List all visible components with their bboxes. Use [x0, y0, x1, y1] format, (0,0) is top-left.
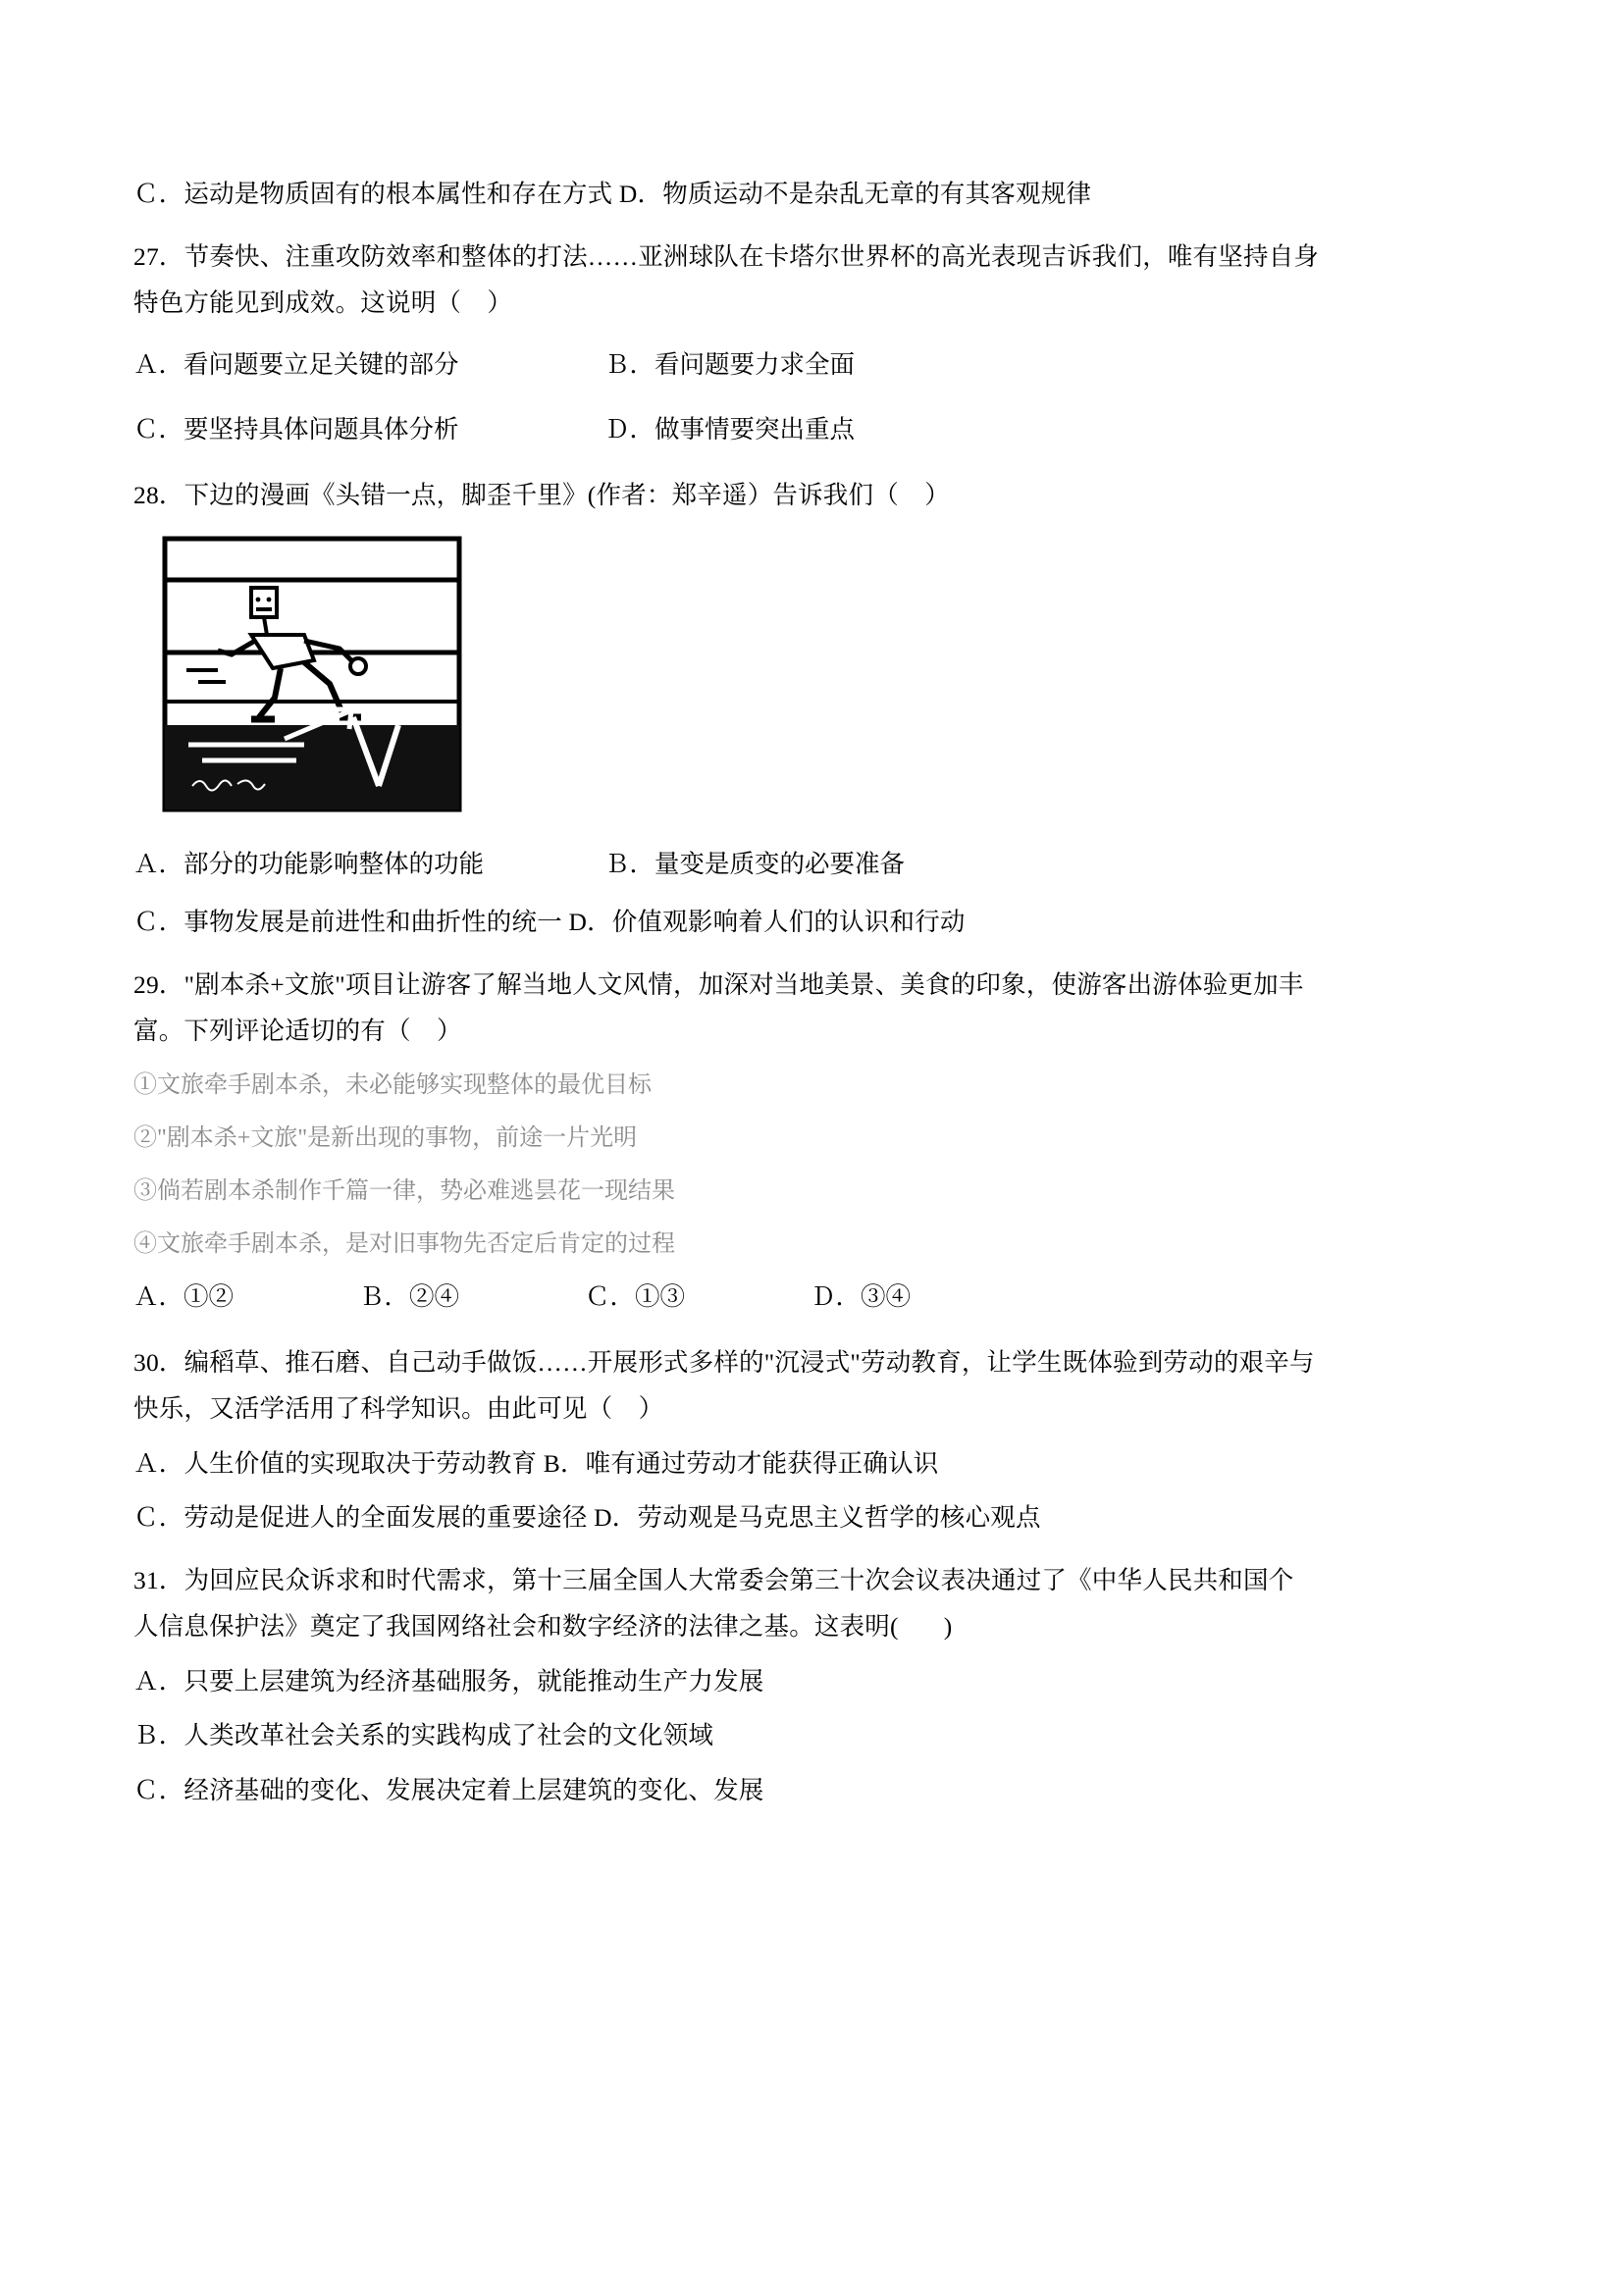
question-27-options-row-2: [133, 410, 1497, 445]
question-31-stem-line-1: 31．为回应民众诉求和时代需求，第十三届全国人大常委会第三十次会议表决通过了《中华人民共和国个: [133, 1565, 1294, 1594]
question-27-option-c[interactable]: Ｃ．要坚持具体问题具体分析: [133, 414, 459, 444]
question-31-option-b[interactable]: Ｂ．人类改革社会关系的实践构成了社会的文化领域: [133, 1721, 714, 1749]
question-30-option-ab[interactable]: Ａ．人生价值的实现取决于劳动教育 B．唯有通过劳动才能获得正确认识: [133, 1448, 939, 1478]
question-30-stem-line-2: 快乐，又活学活用了科学知识。由此可见（ ）: [133, 1394, 664, 1423]
question-28-option-a[interactable]: Ａ．部分的功能影响整体的功能: [133, 850, 485, 878]
question-30-stem-line-1: 30．编稻草、推石磨、自己动手做饭……开展形式多样的"沉浸式"劳动教育，让学生既体验到劳动的艰辛与: [133, 1347, 1315, 1377]
question-27-option-b[interactable]: Ｂ．看问题要力求全面: [604, 349, 856, 379]
question-28-option-cd[interactable]: Ｃ．事物发展是前进性和曲折性的统一 D．价值观影响着人们的认识和行动: [133, 908, 966, 936]
question-28-option-b[interactable]: Ｂ．量变是质变的必要准备: [604, 850, 906, 878]
document-content: [133, 182, 1497, 1802]
question-29-options-row: [133, 1278, 1497, 1313]
question-27-options-row-1: [133, 345, 1497, 381]
question-27: [133, 241, 1497, 445]
question-29-stem-line-1: 29．"剧本杀+文旅"项目让游客了解当地人文风情，加深对当地美景、美食的印象，使游客出游体验更加丰: [133, 969, 1304, 999]
question-31: [133, 1565, 1497, 1804]
question-27-stem-line-1: 27．节奏快、注重攻防效率和整体的打法……亚洲球队在卡塔尔世界杯的高光表现吉诉我们，唯有坚持自身: [133, 241, 1320, 271]
question-29-option-b[interactable]: Ｂ．②④: [359, 1281, 460, 1311]
question-29: [133, 969, 1497, 1313]
question-28-stem-line-1: 28．下边的漫画《头错一点，脚歪千里》(作者：郑辛遥）告诉我们（ ）: [133, 480, 950, 509]
question-31-option-a[interactable]: Ａ．只要上层建筑为经济基础服务，就能推动生产力发展: [133, 1666, 764, 1696]
question-29-option-a[interactable]: Ａ．①②: [133, 1281, 235, 1311]
question-29-item-3: ③倘若剧本杀制作千篇一律，势必难逃昙花一现结果: [133, 1177, 675, 1204]
question-27-option-d[interactable]: Ｄ．做事情要突出重点: [604, 414, 856, 444]
question-31-option-c[interactable]: Ｃ．经济基础的变化、发展决定着上层建筑的变化、发展: [133, 1775, 764, 1804]
question-30: [133, 1347, 1497, 1532]
question-27-stem-line-2: 特色方能见到成效。这说明（ ）: [133, 288, 513, 317]
question-29-option-d[interactable]: Ｄ．③④: [811, 1281, 912, 1311]
question-29-option-c[interactable]: Ｃ．①③: [585, 1281, 686, 1311]
carryover-option-line: Ｃ．运动是物质固有的根本属性和存在方式 D．物质运动不是杂乱无章的有其客观规律: [133, 180, 1092, 208]
question-29-item-2: ②"剧本杀+文旅"是新出现的事物，前途一片光明: [133, 1124, 638, 1151]
question-31-stem-line-2: 人信息保护法》奠定了我国网络社会和数字经济的法律之基。这表明( ): [133, 1612, 953, 1641]
comic-illustration: [157, 533, 481, 827]
question-28-options-row-1: [133, 845, 1497, 880]
question-27-option-a[interactable]: Ａ．看问题要立足关键的部分: [133, 349, 459, 379]
question-30-option-cd[interactable]: Ｃ．劳动是促进人的全面发展的重要途径 D．劳动观是马克思主义哲学的核心观点: [133, 1503, 1041, 1532]
question-28: [133, 480, 1497, 936]
comic-svg: [157, 533, 471, 817]
question-29-stem-line-2: 富。下列评论适切的有（ ）: [133, 1017, 462, 1045]
question-29-item-1: ①文旅牵手剧本杀，未必能够实现整体的最优目标: [133, 1071, 652, 1098]
question-29-item-4: ④文旅牵手剧本杀，是对旧事物先否定后肯定的过程: [133, 1230, 675, 1257]
